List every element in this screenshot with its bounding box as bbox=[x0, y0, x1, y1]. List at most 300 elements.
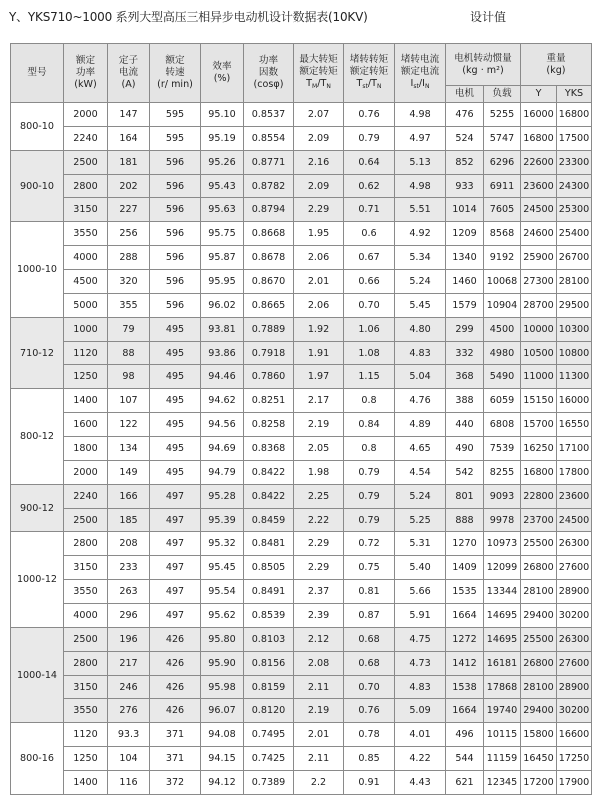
locked-current-cell: 4.43 bbox=[395, 771, 446, 795]
locked-torque-cell: 0.71 bbox=[344, 198, 395, 222]
current-cell: 79 bbox=[108, 317, 150, 341]
speed-cell: 372 bbox=[150, 771, 201, 795]
max-torque-cell: 2.01 bbox=[294, 270, 344, 294]
locked-torque-cell: 0.62 bbox=[344, 174, 395, 198]
efficiency-cell: 95.87 bbox=[201, 246, 244, 270]
locked-torque-cell: 0.78 bbox=[344, 723, 395, 747]
efficiency-cell: 95.32 bbox=[201, 532, 244, 556]
inertia-load-cell: 4980 bbox=[484, 341, 521, 365]
locked-torque-cell: 0.76 bbox=[344, 103, 395, 127]
current-cell: 217 bbox=[108, 651, 150, 675]
current-cell: 296 bbox=[108, 604, 150, 628]
efficiency-cell: 95.28 bbox=[201, 484, 244, 508]
weight-y-cell: 25500 bbox=[521, 532, 557, 556]
pf-cell: 0.8665 bbox=[244, 293, 294, 317]
efficiency-cell: 95.19 bbox=[201, 126, 244, 150]
weight-yks-cell: 27600 bbox=[557, 651, 592, 675]
efficiency-cell: 95.39 bbox=[201, 508, 244, 532]
efficiency-cell: 95.90 bbox=[201, 651, 244, 675]
max-torque-cell: 2.2 bbox=[294, 771, 344, 795]
max-torque-cell: 2.17 bbox=[294, 389, 344, 413]
power-cell: 1400 bbox=[64, 771, 108, 795]
weight-y-cell: 29400 bbox=[521, 604, 557, 628]
header-weight-y: Y bbox=[521, 86, 557, 103]
pf-cell: 0.8459 bbox=[244, 508, 294, 532]
inertia-load-cell: 6059 bbox=[484, 389, 521, 413]
locked-torque-cell: 0.81 bbox=[344, 580, 395, 604]
power-cell: 2240 bbox=[64, 126, 108, 150]
table-row bbox=[11, 103, 592, 127]
pf-cell: 0.8120 bbox=[244, 699, 294, 723]
ratio-symbol: /T bbox=[367, 77, 377, 89]
speed-cell: 426 bbox=[150, 675, 201, 699]
weight-y-cell: 16450 bbox=[521, 747, 557, 771]
power-cell: 3150 bbox=[64, 675, 108, 699]
efficiency-cell: 95.80 bbox=[201, 627, 244, 651]
table-row bbox=[11, 270, 592, 294]
table-row bbox=[11, 532, 592, 556]
power-cell: 2500 bbox=[64, 150, 108, 174]
max-torque-cell: 2.29 bbox=[294, 198, 344, 222]
efficiency-cell: 95.63 bbox=[201, 198, 244, 222]
table-row bbox=[11, 293, 592, 317]
max-torque-cell: 2.39 bbox=[294, 604, 344, 628]
pf-cell: 0.8258 bbox=[244, 413, 294, 437]
weight-yks-cell: 30200 bbox=[557, 699, 592, 723]
header-max-torque-line: 额定转矩 bbox=[299, 65, 338, 77]
max-torque-cell: 2.19 bbox=[294, 413, 344, 437]
header-power-line: 额定 bbox=[75, 55, 96, 66]
table-header bbox=[11, 44, 592, 103]
table-row bbox=[11, 126, 592, 150]
power-cell: 1250 bbox=[64, 747, 108, 771]
model-cell: 800-12 bbox=[11, 389, 64, 484]
speed-cell: 595 bbox=[150, 126, 201, 150]
table-row bbox=[11, 413, 592, 437]
table-row bbox=[11, 341, 592, 365]
inertia-load-cell: 11159 bbox=[484, 747, 521, 771]
max-torque-cell: 2.12 bbox=[294, 627, 344, 651]
weight-y-cell: 15800 bbox=[521, 723, 557, 747]
power-cell: 4000 bbox=[64, 246, 108, 270]
weight-y-cell: 25500 bbox=[521, 627, 557, 651]
inertia-motor-cell: 801 bbox=[446, 484, 484, 508]
pf-cell: 0.8159 bbox=[244, 675, 294, 699]
efficiency-cell: 95.26 bbox=[201, 150, 244, 174]
current-cell: 116 bbox=[108, 771, 150, 795]
inertia-load-cell: 10904 bbox=[484, 293, 521, 317]
header-pf-line: 因数 bbox=[258, 67, 279, 78]
efficiency-cell: 95.75 bbox=[201, 222, 244, 246]
inertia-motor-cell: 299 bbox=[446, 317, 484, 341]
weight-yks-cell: 16550 bbox=[557, 413, 592, 437]
inertia-load-cell: 14695 bbox=[484, 604, 521, 628]
current-cell: 107 bbox=[108, 389, 150, 413]
locked-current-cell: 5.40 bbox=[395, 556, 446, 580]
inertia-motor-cell: 1460 bbox=[446, 270, 484, 294]
inertia-load-cell: 9978 bbox=[484, 508, 521, 532]
weight-yks-cell: 23600 bbox=[557, 484, 592, 508]
max-torque-cell: 2.25 bbox=[294, 484, 344, 508]
current-cell: 196 bbox=[108, 627, 150, 651]
power-cell: 3550 bbox=[64, 580, 108, 604]
power-cell: 1120 bbox=[64, 341, 108, 365]
efficiency-cell: 94.79 bbox=[201, 460, 244, 484]
speed-cell: 426 bbox=[150, 699, 201, 723]
weight-y-cell: 25900 bbox=[521, 246, 557, 270]
pf-cell: 0.8537 bbox=[244, 103, 294, 127]
pf-cell: 0.7425 bbox=[244, 747, 294, 771]
ratio-symbol: T bbox=[356, 77, 363, 89]
pf-cell: 0.8368 bbox=[244, 437, 294, 461]
ratio-symbol: /I bbox=[418, 77, 425, 89]
locked-current-cell: 4.98 bbox=[395, 103, 446, 127]
header-locked-torque-line: 额定转矩 bbox=[349, 65, 389, 77]
header-inertia bbox=[446, 44, 521, 86]
weight-y-cell: 28100 bbox=[521, 675, 557, 699]
inertia-load-cell: 6296 bbox=[484, 150, 521, 174]
current-cell: 134 bbox=[108, 437, 150, 461]
locked-current-cell: 4.65 bbox=[395, 437, 446, 461]
weight-yks-cell: 17800 bbox=[557, 460, 592, 484]
weight-yks-cell: 16800 bbox=[557, 103, 592, 127]
table-row bbox=[11, 484, 592, 508]
table-row bbox=[11, 556, 592, 580]
weight-y-cell: 23600 bbox=[521, 174, 557, 198]
weight-yks-cell: 28900 bbox=[557, 580, 592, 604]
weight-y-cell: 16000 bbox=[521, 103, 557, 127]
inertia-load-cell: 6808 bbox=[484, 413, 521, 437]
speed-cell: 497 bbox=[150, 604, 201, 628]
speed-cell: 497 bbox=[150, 556, 201, 580]
efficiency-cell: 95.98 bbox=[201, 675, 244, 699]
locked-torque-cell: 1.06 bbox=[344, 317, 395, 341]
header-weight-unit: (kg) bbox=[546, 64, 566, 76]
table-row bbox=[11, 627, 592, 651]
max-torque-cell: 1.98 bbox=[294, 460, 344, 484]
model-cell: 900-10 bbox=[11, 150, 64, 222]
current-cell: 227 bbox=[108, 198, 150, 222]
locked-current-cell: 4.54 bbox=[395, 460, 446, 484]
locked-torque-cell: 0.79 bbox=[344, 484, 395, 508]
inertia-motor-cell: 1579 bbox=[446, 293, 484, 317]
header-weight-yks: YKS bbox=[557, 86, 592, 103]
table-row bbox=[11, 699, 592, 723]
speed-cell: 596 bbox=[150, 174, 201, 198]
weight-yks-cell: 17100 bbox=[557, 437, 592, 461]
header-max-torque-ratio bbox=[294, 78, 343, 93]
speed-cell: 495 bbox=[150, 365, 201, 389]
inertia-load-cell: 6911 bbox=[484, 174, 521, 198]
table-row bbox=[11, 508, 592, 532]
locked-current-cell: 5.25 bbox=[395, 508, 446, 532]
efficiency-cell: 94.56 bbox=[201, 413, 244, 437]
locked-torque-cell: 0.67 bbox=[344, 246, 395, 270]
inertia-motor-cell: 1664 bbox=[446, 604, 484, 628]
pf-cell: 0.8668 bbox=[244, 222, 294, 246]
weight-y-cell: 24600 bbox=[521, 222, 557, 246]
header-inertia-line: 电机转动惯量 bbox=[454, 52, 512, 64]
efficiency-cell: 95.95 bbox=[201, 270, 244, 294]
header-efficiency-line: 效率 bbox=[212, 61, 232, 72]
max-torque-cell: 2.19 bbox=[294, 699, 344, 723]
power-cell: 4500 bbox=[64, 270, 108, 294]
locked-current-cell: 4.97 bbox=[395, 126, 446, 150]
max-torque-cell: 2.06 bbox=[294, 246, 344, 270]
speed-cell: 495 bbox=[150, 389, 201, 413]
current-cell: 233 bbox=[108, 556, 150, 580]
inertia-load-cell: 12345 bbox=[484, 771, 521, 795]
pf-cell: 0.7889 bbox=[244, 317, 294, 341]
ratio-subscript: st bbox=[362, 82, 368, 90]
table-row bbox=[11, 365, 592, 389]
current-cell: 208 bbox=[108, 532, 150, 556]
current-cell: 263 bbox=[108, 580, 150, 604]
power-cell: 2000 bbox=[64, 103, 108, 127]
weight-y-cell: 29400 bbox=[521, 699, 557, 723]
locked-torque-cell: 0.75 bbox=[344, 556, 395, 580]
speed-cell: 596 bbox=[150, 198, 201, 222]
locked-torque-cell: 0.64 bbox=[344, 150, 395, 174]
weight-y-cell: 22600 bbox=[521, 150, 557, 174]
speed-cell: 596 bbox=[150, 270, 201, 294]
inertia-motor-cell: 1209 bbox=[446, 222, 484, 246]
locked-current-cell: 5.24 bbox=[395, 270, 446, 294]
locked-current-cell: 4.83 bbox=[395, 341, 446, 365]
locked-torque-cell: 0.68 bbox=[344, 651, 395, 675]
model-cell: 1000-10 bbox=[11, 222, 64, 317]
current-cell: 147 bbox=[108, 103, 150, 127]
header-locked-current-line: 额定电流 bbox=[400, 65, 440, 77]
max-torque-cell: 2.08 bbox=[294, 651, 344, 675]
inertia-motor-cell: 490 bbox=[446, 437, 484, 461]
table-row bbox=[11, 174, 592, 198]
weight-yks-cell: 30200 bbox=[557, 604, 592, 628]
speed-cell: 596 bbox=[150, 293, 201, 317]
table-row bbox=[11, 723, 592, 747]
power-cell: 2000 bbox=[64, 460, 108, 484]
locked-current-cell: 5.45 bbox=[395, 293, 446, 317]
table-row bbox=[11, 150, 592, 174]
weight-yks-cell: 26300 bbox=[557, 627, 592, 651]
weight-yks-cell: 17500 bbox=[557, 126, 592, 150]
weight-yks-cell: 17900 bbox=[557, 771, 592, 795]
ratio-subscript: st bbox=[413, 82, 419, 90]
inertia-load-cell: 10068 bbox=[484, 270, 521, 294]
pf-cell: 0.7918 bbox=[244, 341, 294, 365]
inertia-motor-cell: 544 bbox=[446, 747, 484, 771]
page-title: Y、YKS710~1000 系列大型高压三相异步电动机设计数据表(10KV) bbox=[9, 10, 368, 24]
inertia-motor-cell: 621 bbox=[446, 771, 484, 795]
inertia-motor-cell: 1535 bbox=[446, 580, 484, 604]
power-cell: 1120 bbox=[64, 723, 108, 747]
inertia-motor-cell: 1340 bbox=[446, 246, 484, 270]
header-power-unit: (kW) bbox=[74, 79, 97, 90]
weight-y-cell: 11000 bbox=[521, 365, 557, 389]
inertia-motor-cell: 332 bbox=[446, 341, 484, 365]
locked-current-cell: 4.22 bbox=[395, 747, 446, 771]
model-cell: 800-16 bbox=[11, 723, 64, 795]
weight-y-cell: 27300 bbox=[521, 270, 557, 294]
locked-torque-cell: 0.6 bbox=[344, 222, 395, 246]
table-row bbox=[11, 747, 592, 771]
locked-current-cell: 5.66 bbox=[395, 580, 446, 604]
table-row bbox=[11, 246, 592, 270]
locked-torque-cell: 0.72 bbox=[344, 532, 395, 556]
max-torque-cell: 2.29 bbox=[294, 532, 344, 556]
efficiency-cell: 93.81 bbox=[201, 317, 244, 341]
weight-yks-cell: 25400 bbox=[557, 222, 592, 246]
inertia-load-cell: 9192 bbox=[484, 246, 521, 270]
ratio-subscript: N bbox=[376, 82, 382, 90]
inertia-load-cell: 5490 bbox=[484, 365, 521, 389]
table-row bbox=[11, 460, 592, 484]
max-torque-cell: 2.29 bbox=[294, 556, 344, 580]
weight-y-cell: 15700 bbox=[521, 413, 557, 437]
weight-y-cell: 24500 bbox=[521, 198, 557, 222]
header-locked-current-ratio bbox=[395, 78, 445, 93]
speed-cell: 497 bbox=[150, 580, 201, 604]
max-torque-cell: 1.91 bbox=[294, 341, 344, 365]
pf-cell: 0.8505 bbox=[244, 556, 294, 580]
speed-cell: 426 bbox=[150, 627, 201, 651]
header-locked-torque bbox=[344, 44, 395, 103]
power-cell: 1600 bbox=[64, 413, 108, 437]
current-cell: 166 bbox=[108, 484, 150, 508]
locked-torque-cell: 0.87 bbox=[344, 604, 395, 628]
inertia-load-cell: 5747 bbox=[484, 126, 521, 150]
efficiency-cell: 94.46 bbox=[201, 365, 244, 389]
current-cell: 355 bbox=[108, 293, 150, 317]
header-current-line: 电流 bbox=[118, 67, 139, 78]
model-cell: 800-10 bbox=[11, 103, 64, 151]
inertia-motor-cell: 440 bbox=[446, 413, 484, 437]
pf-cell: 0.8103 bbox=[244, 627, 294, 651]
speed-cell: 495 bbox=[150, 437, 201, 461]
current-cell: 88 bbox=[108, 341, 150, 365]
inertia-motor-cell: 1538 bbox=[446, 675, 484, 699]
inertia-motor-cell: 368 bbox=[446, 365, 484, 389]
ratio-subscript: N bbox=[326, 82, 331, 90]
pf-cell: 0.8422 bbox=[244, 484, 294, 508]
locked-current-cell: 5.09 bbox=[395, 699, 446, 723]
weight-y-cell: 28700 bbox=[521, 293, 557, 317]
inertia-motor-cell: 1664 bbox=[446, 699, 484, 723]
inertia-motor-cell: 1014 bbox=[446, 198, 484, 222]
inertia-motor-cell: 888 bbox=[446, 508, 484, 532]
weight-y-cell: 16250 bbox=[521, 437, 557, 461]
power-cell: 2800 bbox=[64, 651, 108, 675]
pf-cell: 0.8539 bbox=[244, 604, 294, 628]
weight-yks-cell: 16600 bbox=[557, 723, 592, 747]
max-torque-cell: 2.01 bbox=[294, 723, 344, 747]
current-cell: 246 bbox=[108, 675, 150, 699]
ratio-symbol: /T bbox=[317, 77, 327, 89]
current-cell: 98 bbox=[108, 365, 150, 389]
inertia-load-cell: 7539 bbox=[484, 437, 521, 461]
locked-current-cell: 5.91 bbox=[395, 604, 446, 628]
header-max-torque bbox=[294, 44, 344, 103]
ratio-symbol: I bbox=[410, 77, 414, 89]
speed-cell: 596 bbox=[150, 222, 201, 246]
table-row bbox=[11, 675, 592, 699]
speed-cell: 497 bbox=[150, 484, 201, 508]
speed-cell: 596 bbox=[150, 246, 201, 270]
locked-current-cell: 4.92 bbox=[395, 222, 446, 246]
inertia-load-cell: 4500 bbox=[484, 317, 521, 341]
power-cell: 1800 bbox=[64, 437, 108, 461]
speed-cell: 495 bbox=[150, 460, 201, 484]
max-torque-cell: 2.09 bbox=[294, 126, 344, 150]
weight-y-cell: 26800 bbox=[521, 556, 557, 580]
model-cell: 1000-14 bbox=[11, 627, 64, 722]
table-row bbox=[11, 389, 592, 413]
current-cell: 149 bbox=[108, 460, 150, 484]
header-pf-unit: (cosφ) bbox=[253, 79, 284, 90]
header-inertia-motor: 电机 bbox=[446, 86, 484, 103]
table-body bbox=[11, 103, 592, 795]
locked-current-cell: 4.98 bbox=[395, 174, 446, 198]
header-efficiency-unit: (%) bbox=[213, 73, 231, 84]
model-cell: 900-12 bbox=[11, 484, 64, 532]
max-torque-cell: 1.95 bbox=[294, 222, 344, 246]
locked-current-cell: 5.34 bbox=[395, 246, 446, 270]
speed-cell: 371 bbox=[150, 723, 201, 747]
inertia-load-cell: 19740 bbox=[484, 699, 521, 723]
power-cell: 3150 bbox=[64, 198, 108, 222]
model-cell: 710-12 bbox=[11, 317, 64, 389]
efficiency-cell: 95.45 bbox=[201, 556, 244, 580]
locked-current-cell: 5.04 bbox=[395, 365, 446, 389]
header-locked-torque-line: 堵转转矩 bbox=[349, 53, 389, 65]
table-row bbox=[11, 604, 592, 628]
header-efficiency bbox=[201, 44, 244, 103]
efficiency-cell: 93.86 bbox=[201, 341, 244, 365]
weight-yks-cell: 26300 bbox=[557, 532, 592, 556]
locked-torque-cell: 0.91 bbox=[344, 771, 395, 795]
efficiency-cell: 94.15 bbox=[201, 747, 244, 771]
table-row bbox=[11, 317, 592, 341]
locked-torque-cell: 0.70 bbox=[344, 675, 395, 699]
max-torque-cell: 2.11 bbox=[294, 747, 344, 771]
model-cell: 1000-12 bbox=[11, 532, 64, 627]
header-current-line: 定子 bbox=[118, 55, 139, 66]
weight-y-cell: 16800 bbox=[521, 460, 557, 484]
weight-yks-cell: 26700 bbox=[557, 246, 592, 270]
max-torque-cell: 1.92 bbox=[294, 317, 344, 341]
current-cell: 93.3 bbox=[108, 723, 150, 747]
inertia-load-cell: 13344 bbox=[484, 580, 521, 604]
weight-yks-cell: 28100 bbox=[557, 270, 592, 294]
ratio-subscript: M bbox=[312, 82, 318, 90]
pf-cell: 0.7495 bbox=[244, 723, 294, 747]
max-torque-cell: 2.09 bbox=[294, 174, 344, 198]
header-power-line: 功率 bbox=[75, 67, 96, 78]
power-cell: 2800 bbox=[64, 532, 108, 556]
ratio-subscript: N bbox=[424, 82, 430, 90]
ratio-symbol: T bbox=[306, 77, 313, 89]
inertia-load-cell: 7605 bbox=[484, 198, 521, 222]
table-row bbox=[11, 580, 592, 604]
power-cell: 3550 bbox=[64, 699, 108, 723]
header-locked-current-line: 堵转电流 bbox=[400, 53, 440, 65]
speed-cell: 426 bbox=[150, 651, 201, 675]
weight-y-cell: 16800 bbox=[521, 126, 557, 150]
inertia-motor-cell: 852 bbox=[446, 150, 484, 174]
current-cell: 288 bbox=[108, 246, 150, 270]
header-locked-torque-ratio bbox=[344, 78, 394, 93]
locked-current-cell: 4.89 bbox=[395, 413, 446, 437]
